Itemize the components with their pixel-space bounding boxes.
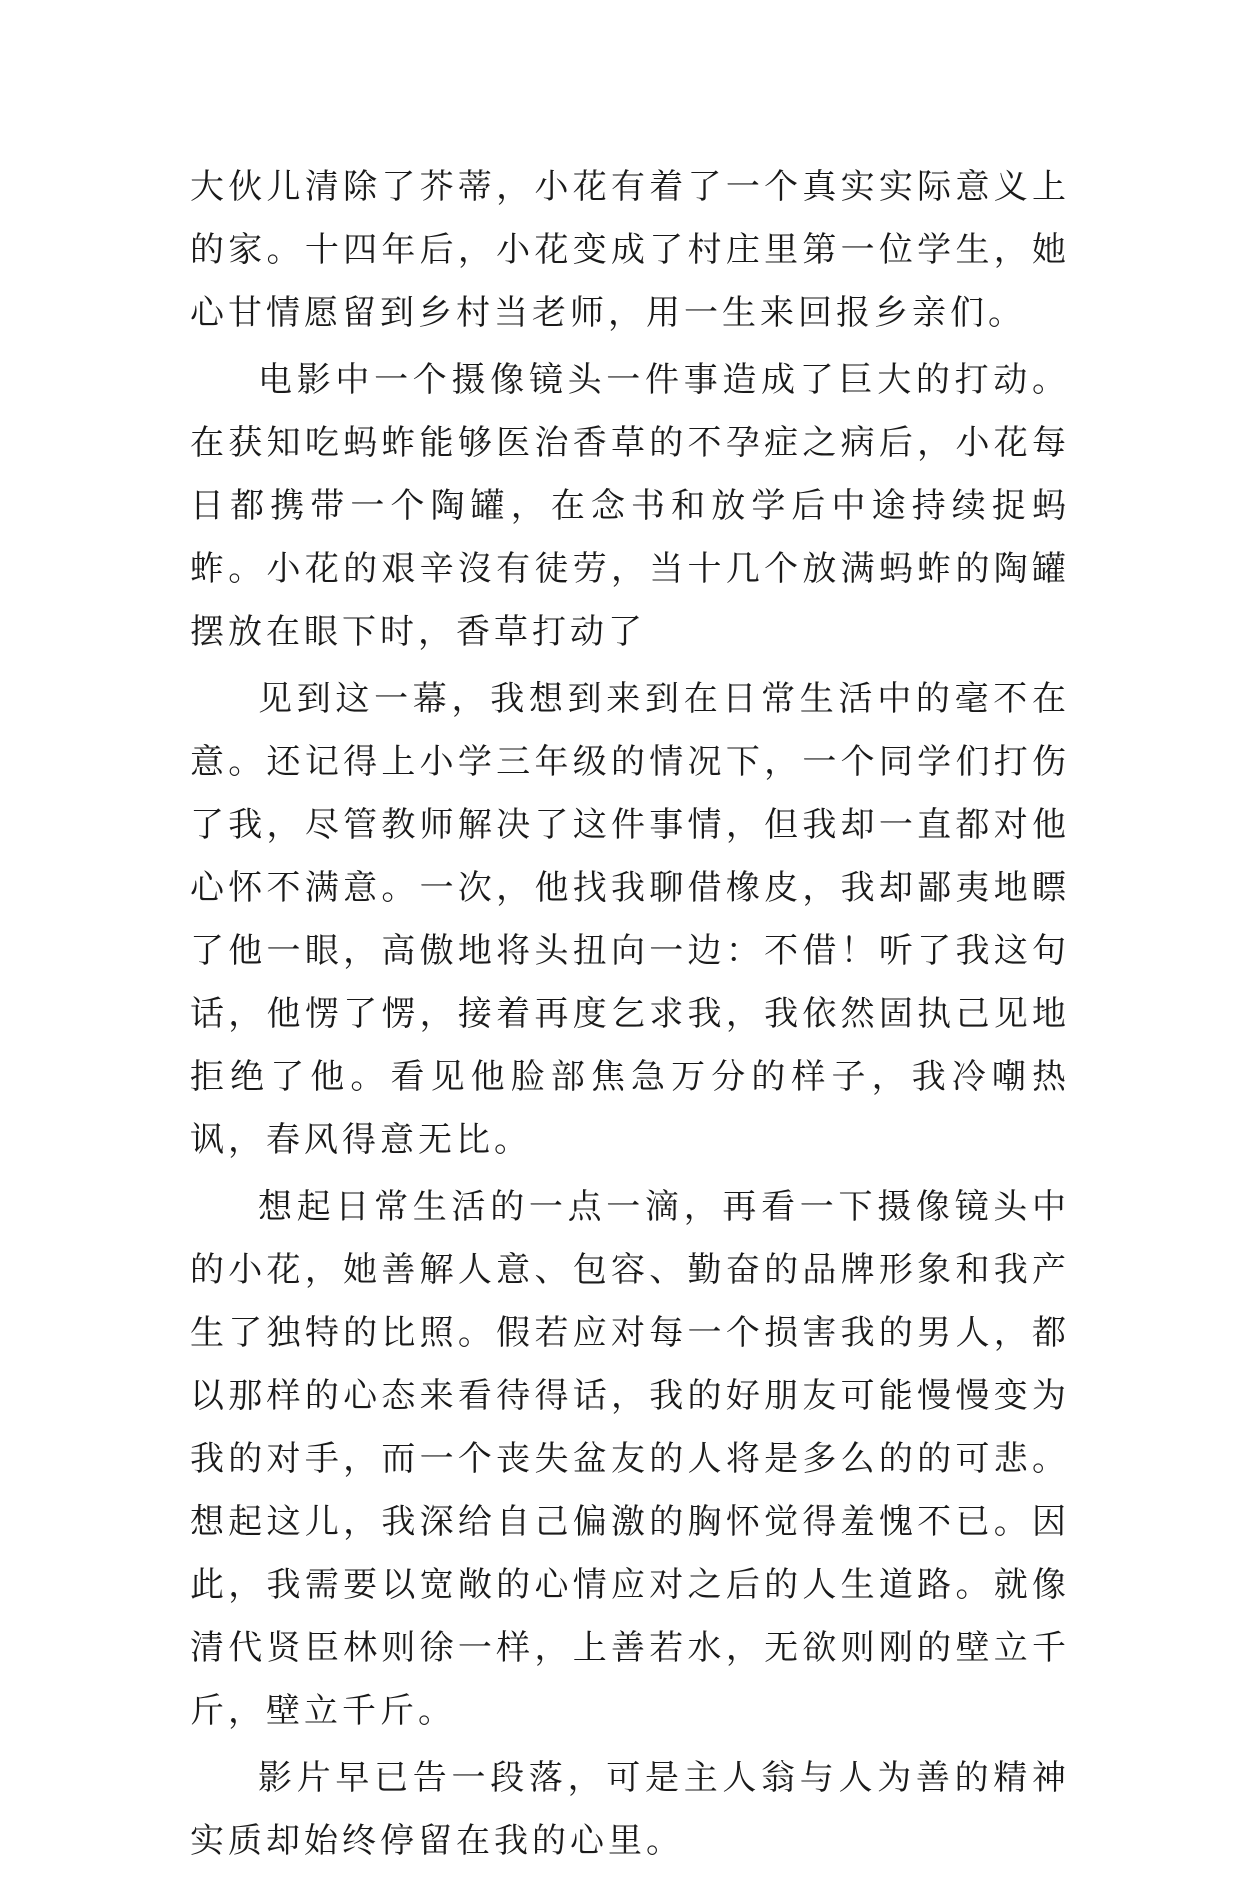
paragraph: 电影中一个摄像镜头一件事造成了巨大的打动。在获知吃蚂蚱能够医治香草的不孕症之病后，小花每日都携带一个陶罐，在念书和放学后中途持续捉蚂蚱。小花的艰辛沒有徒劳，当十几个放满蚂蚱的陶罐摆放在眼下时，香草打动了 [190, 360, 1070, 652]
paragraph: 影片早已告一段落，可是主人翁与人为善的精神实质却始终停留在我的心里。 [190, 1758, 1070, 1861]
paragraph: 见到这一幕，我想到来到在日常生活中的毫不在意。还记得上小学三年级的情况下，一个同学们打伤了我，尽管教师解决了这件事情，但我却一直都对他心怀不满意。一次，他找我聊借橡皮，我却鄙夷地瞟了他一眼，高傲地将头扭向一边：不借！听了我这句话，他愣了愣，接着再度乞求我，我依然固执己见地拒绝了他。看见他脸部焦急万分的样子，我冷嘲热讽，春风得意无比。 [190, 679, 1070, 1160]
paragraph: 大伙儿清除了芥蒂，小花有着了一个真实实际意义上的家。十四年后，小花变成了村庄里第一位学生，她心甘情愿留到乡村当老师，用一生来回报乡亲们。 [190, 167, 1070, 333]
document-body [190, 156, 1070, 1877]
paragraph: 想起日常生活的一点一滴，再看一下摄像镜头中的小花，她善解人意、包容、勤奋的品牌形象和我产生了独特的比照。假若应对每一个损害我的男人，都以那样的心态来看待得话，我的好朋友可能慢慢变为我的对手，而一个丧失盆友的人将是多么的的可悲。想起这儿，我深给自己偏激的胸怀觉得羞愧不已。因此，我需要以宽敞的心情应对之后的人生道路。就像清代贤臣林则徐一样，上善若水，无欲则刚的壁立千斤，壁立千斤。 [190, 1187, 1070, 1731]
